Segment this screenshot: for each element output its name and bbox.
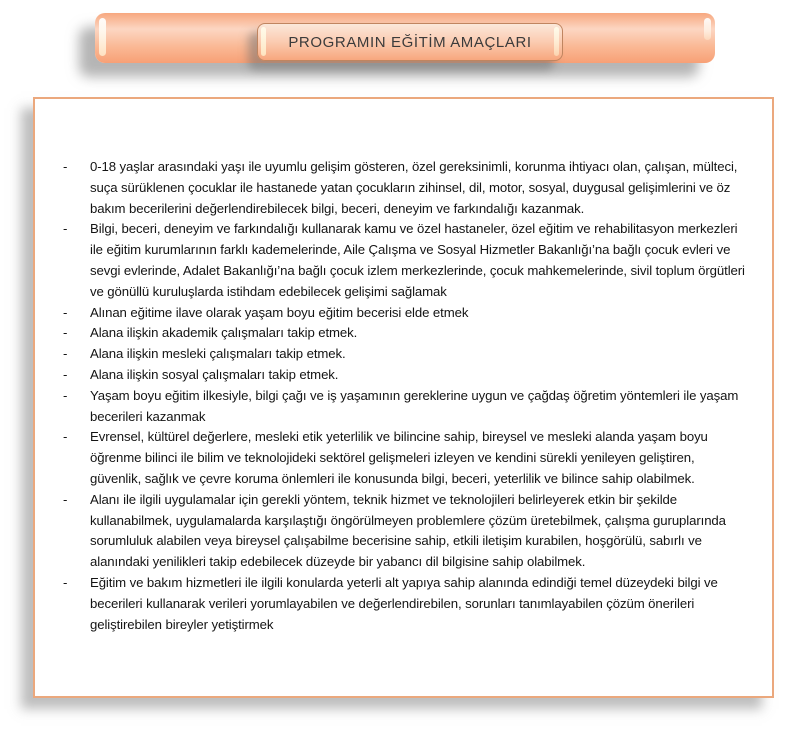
bullet-text: Alınan eğitime ilave olarak yaşam boyu eğitim becerisi elde etmek: [90, 304, 469, 320]
bullet-list: [61, 157, 746, 635]
bullet-marker: -: [63, 387, 68, 403]
bullet-item: [61, 323, 746, 344]
bullet-text: Bilgi, beceri, deneyim ve farkındalığı kullanarak kamu ve özel hastaneler, özel eğitim ve rehabilitasyon merkezleri ile eğitim kurumlarının farklı kademelerinde, Aile Çalışma ve Sosyal Hizmetler Bakanlığı’na bağlı çocuk evleri ve sevgi evlerinde, Adalet Bakanlığı’na bağlı çocuk izlem merkezlerinde, çocuk mahkemelerinde, sivil toplum örgütleri ve gönüllü kuruluşlarda istihdam edebilecek gelişimi sağlamak: [90, 221, 745, 299]
bullet-marker: -: [63, 429, 68, 445]
page-title: PROGRAMIN EĞİTİM AMAÇLARI: [288, 33, 532, 51]
bullet-marker: -: [63, 159, 68, 174]
bullet-item: [61, 157, 746, 219]
bullet-marker: -: [63, 366, 68, 382]
bullet-item: [61, 303, 746, 324]
content-box: [33, 97, 774, 698]
bullet-marker: -: [63, 325, 68, 341]
bullet-item: [61, 219, 746, 302]
bullet-text: Alana ilişkin akademik çalışmaları takip etmek.: [90, 325, 358, 341]
bullet-item: [61, 344, 746, 365]
bullet-text: Yaşam boyu eğitim ilkesiyle, bilgi çağı ve iş yaşamının gereklerine uygun ve çağdaş öğretim yöntemleri ile yaşam becerileri kazanmak: [90, 387, 739, 424]
bullet-marker: -: [63, 491, 68, 507]
bullet-marker: -: [63, 304, 68, 320]
bullet-text: Alanı ile ilgili uygulamalar için gerekli yöntem, teknik hizmet ve teknolojileri belirleyerek etkin bir şekilde kullanabilmek, uygulamalarda karşılaştığı öngörülmeyen problemlere çözüm üretebilmek, çalışma guruplarında sorumluluk alabilen veya bireysel çalışabilme becerisine sahip, etkili iletişim kurabilen, hoşgörülü, sabırlı ve alanındaki yenilikleri takip edebilecek düzeyde bir yabancı dil bilgisine sahip olabilmek.: [90, 491, 726, 570]
bullet-item: [61, 490, 746, 573]
bullet-text: 0-18 yaşlar arasındaki yaşı ile uyumlu gelişim gösteren, özel gereksinimli, korunma ihtiyacı olan, çalışan, mülteci, suça sürüklenen çocuklar ile hastanede yatan çocukların zihinsel, dil, motor, sosyal, duygusal gelişimlerini ve öz bakım becerilerini değerlendirebilecek bilgi, beceri, deneyim ve farkındalığı kazanmak.: [90, 159, 738, 216]
bullet-text: Alana ilişkin sosyal çalışmaları takip etmek.: [90, 366, 339, 382]
bullet-marker: -: [63, 346, 68, 362]
bullet-marker: -: [63, 221, 68, 237]
bullet-text: Alana ilişkin mesleki çalışmaları takip etmek.: [90, 346, 346, 362]
bullet-item: [61, 365, 746, 386]
bullet-marker: -: [63, 574, 68, 590]
title-box: [257, 23, 563, 61]
header-banner: [95, 13, 715, 63]
bullet-item: [61, 386, 746, 428]
bullet-text: Eğitim ve bakım hizmetleri ile ilgili konularda yeterli alt yapıya sahip alanında edindiği temel düzeydeki bilgi ve becerileri kullanarak verileri yorumlayabilen ve değerlendirebilen, sorunları tanımlayabilen çözüm önerileri geliştirebilen bireyler yetiştirmek: [90, 574, 718, 632]
bullet-text: Evrensel, kültürel değerlere, mesleki etik yeterlilik ve bilincine sahip, bireysel ve mesleki alanda yaşam boyu öğrenme bilinci ile bilim ve teknolojideki sektörel gelişmeleri izleyen ve kendini sürekli yenileyen geliştiren, güvenlik, sağlık ve çevre koruma önlemleri ile konusunda bilgi, beceri, yeterlilik ve bilince sahip olabilmek.: [90, 429, 708, 486]
bullet-item: [61, 573, 746, 635]
bullet-item: [61, 427, 746, 489]
